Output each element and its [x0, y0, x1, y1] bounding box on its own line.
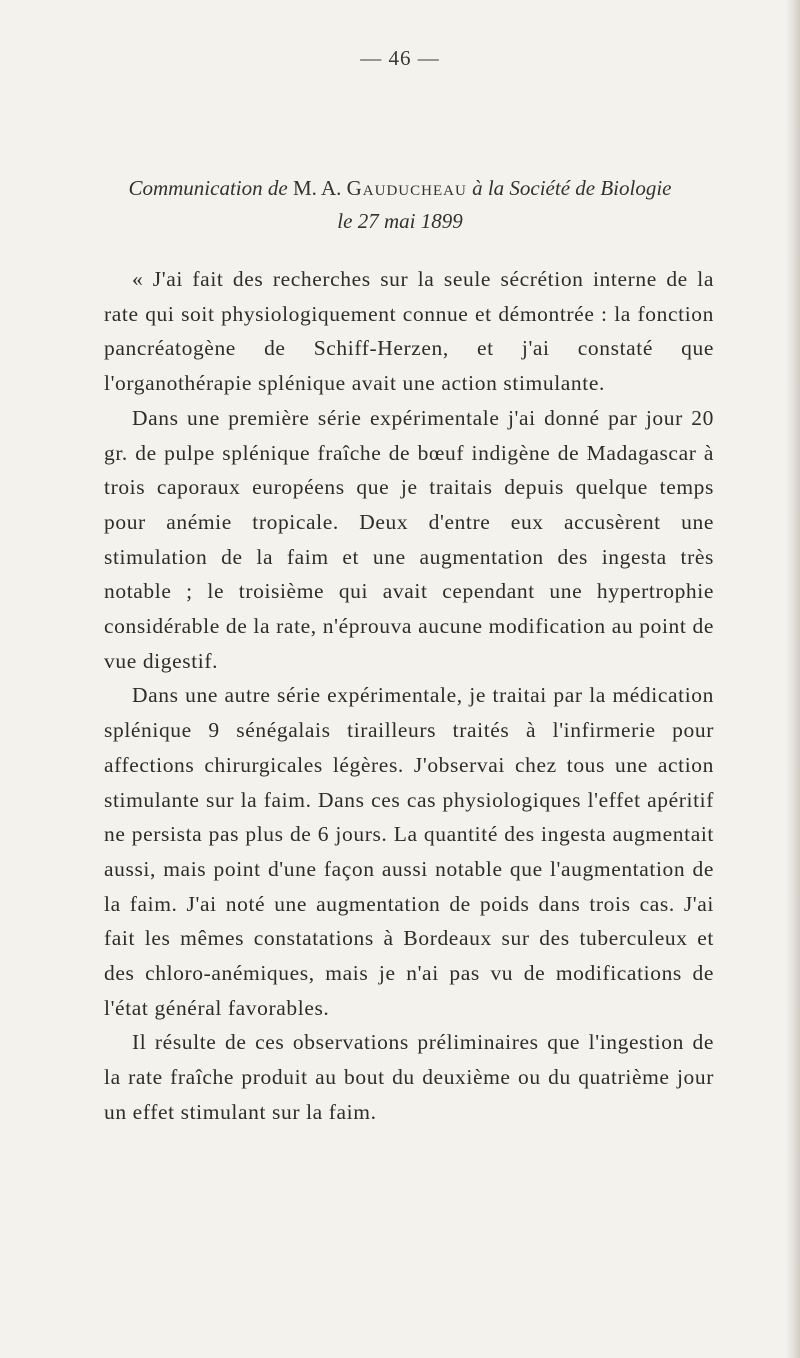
heading-venue: à la Société de Biologie — [466, 176, 672, 200]
page-edge-shadow — [786, 0, 800, 1358]
paragraph: Dans une autre série expérimentale, je traitai par la médication splénique 9 sénégalais tirailleurs traités à l'infirmerie pour affections chirurgicales légères. J'observai chez tous une action stimulante sur la faim. Dans ces cas physiologiques l'effet apéritif ne persista pas plus de 6 jours. La quantité des ingesta augmentait aussi, mais point d'une façon aussi notable que l'augmentation de la faim. J'ai noté une augmentation de poids dans trois cas. J'ai fait les mêmes constatations à Bordeaux sur des tuberculeux et des chloro-anémiques, mais je n'ai pas vu de modifications de l'état général favorables. — [104, 683, 714, 1020]
paragraph: Il résulte de ces observations préliminaires que l'ingestion de la rate fraîche produit au bout du deuxième ou du quatrième jour un effet stimulant sur la faim. — [104, 1030, 714, 1124]
body-text — [104, 262, 714, 1130]
author-initials: M. A. — [292, 176, 347, 200]
paragraph: « J'ai fait des recherches sur la seule sécrétion interne de la rate qui soit physiologiquement connue et démontrée : la fonction pancréatogène de Schiff-Herzen, et j'ai constaté que l'organothérapie splénique avait une action stimulante. — [104, 267, 714, 396]
paragraph: Dans une première série expérimentale j'ai donné par jour 20 gr. de pulpe splénique fraîche de bœuf indigène de Madagascar à trois caporaux européens que je traitais depuis quelque temps pour anémie tropicale. Deux d'entre eux accusèrent une stimulation de la faim et une augmentation des ingesta très notable ; le troisième qui avait cependant une hypertrophie considérable de la rate, n'éprouva aucune modification au point de vue digestif. — [104, 405, 714, 673]
author-surname: Gauducheau — [346, 176, 467, 200]
heading-date: le 27 mai 1899 — [337, 209, 463, 233]
page-number: — 46 — — [360, 46, 440, 70]
heading-line-1 — [90, 172, 710, 205]
heading-prefix: Communication de — [128, 176, 293, 200]
communication-heading — [90, 172, 710, 238]
